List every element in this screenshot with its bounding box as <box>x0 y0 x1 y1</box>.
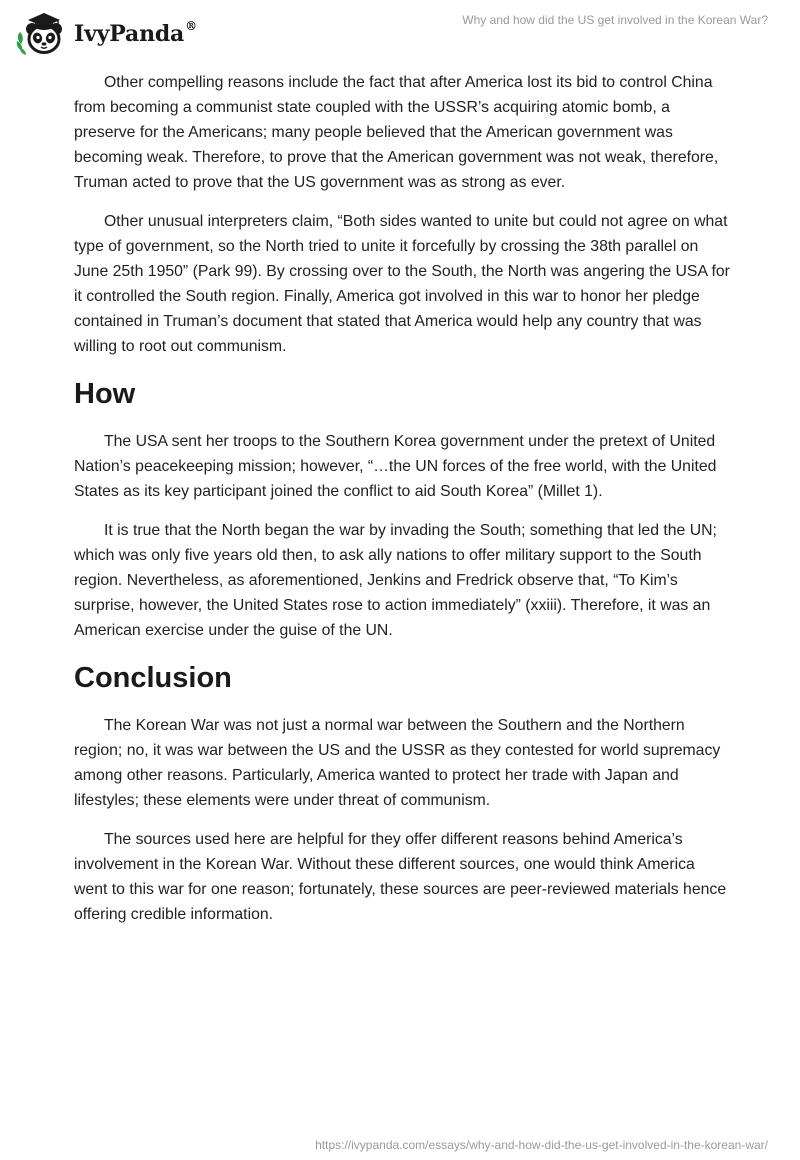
paragraph: Other compelling reasons include the fact that after America lost its bid to control China from becoming a communist state coupled with the USSR’s acquiring atomic bomb, a preserve for the Americans; many people believed that the American government was becoming weak. Therefore, to prove that the American government was not weak, therefore, Truman acted to prove that the US government was as strong as ever. <box>74 74 719 191</box>
paragraph: The Korean War was not just a normal war between the Southern and the Northern region; no, it was war between the US and the USSR as they contested for world supremacy among other reasons. Particularly, America wanted to protect her trade with Japan and lifestyles; these elements were under threat of communism. <box>74 717 721 809</box>
source-url[interactable]: https://ivypanda.com/essays/why-and-how-did-the-us-get-involved-in-the-korean-war/ <box>315 1138 768 1152</box>
paragraph: It is true that the North began the war by invading the South; something that led the UN; which was only five years old then, to ask ally nations to offer military support to the South region. Nevertheless, as aforementioned, Jenkins and Fredrick observe that, “To Kim’s surprise, however, the United States rose to action immediately” (xxiii). Therefore, it was an American exercise under the guise of the UN. <box>74 522 717 639</box>
brand-name <box>74 18 197 47</box>
ivypanda-logo[interactable] <box>14 8 197 58</box>
panda-graduate-icon <box>14 8 72 58</box>
essay-content <box>74 70 730 941</box>
paragraph: The USA sent her troops to the Southern Korea government under the pretext of United Nation’s peacekeeping mission; however, “…the UN forces of the free world, with the United States as its key participant joined the conflict to aid South Korea” (Millet 1). <box>74 433 717 500</box>
paragraph: The sources used here are helpful for they offer different reasons behind America’s involvement in the Korean War. Without these different sources, one would think America went to this war for one reason; fortunately, these sources are peer-reviewed materials hence offering credible information. <box>74 831 727 923</box>
paragraph: Other unusual interpreters claim, “Both sides wanted to unite but could not agree on what type of government, so the North tried to unite it forcefully by crossing the 38th parallel on June 25th 1950” (Park 99). By crossing over to the South, the North was angering the USA for it controlled the South region. Finally, America got involved in this war to honor her pledge contained in Truman’s document that stated that America would help any country that was willing to root out communism. <box>74 213 730 355</box>
document-title: Why and how did the US get involved in the Korean War? <box>462 13 768 27</box>
section-heading-how: How <box>74 378 136 410</box>
section-heading-conclusion: Conclusion <box>74 662 232 694</box>
page-header <box>0 0 800 66</box>
brand-name-text: IvyPanda <box>74 21 185 47</box>
registered-mark: ® <box>185 18 197 33</box>
